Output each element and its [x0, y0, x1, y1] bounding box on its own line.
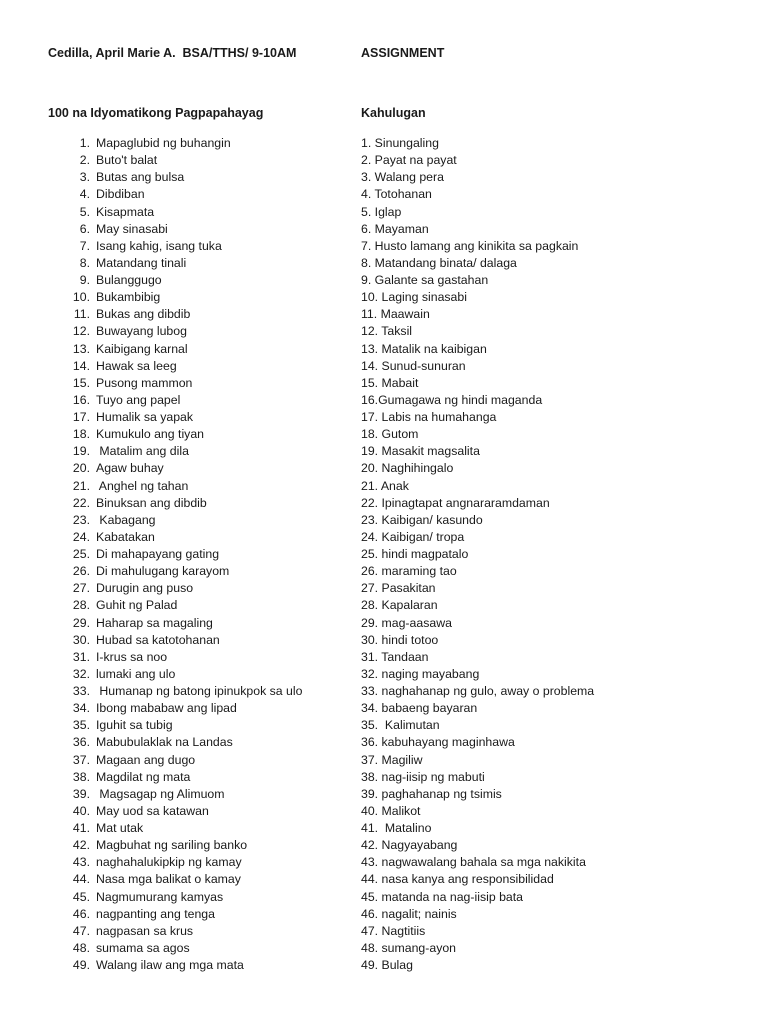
meaning-item: [361, 820, 761, 837]
meaning-item: [361, 700, 761, 717]
meaning-text: 32. naging mayabang: [361, 666, 480, 681]
idiom-number: 40.: [72, 803, 90, 818]
meaning-text: 6. Mayaman: [361, 221, 429, 236]
meaning-text: 10. Laging sinasabi: [361, 290, 467, 305]
idiom-item: [48, 529, 348, 546]
meaning-text: 30. hindi totoo: [361, 632, 439, 647]
idiom-item: [48, 152, 348, 169]
meaning-text: 17. Labis na humahanga: [361, 410, 497, 424]
idiom-text: Kabatakan: [96, 529, 155, 544]
idiom-text: Nagmumurang kamyas: [96, 889, 224, 904]
idiom-number: 35.: [72, 718, 90, 733]
meaning-text: 43. nagwawalang bahala sa mga nakikita: [361, 855, 586, 870]
meaning-item: [361, 135, 761, 152]
meaning-text: 27. Pasakitan: [361, 581, 436, 596]
idiom-text: naghahalukipkip ng kamay: [96, 855, 242, 870]
idiom-text: Ibong mababaw ang lipad: [96, 701, 237, 716]
idiom-text: Di mahulugang karayom: [96, 564, 230, 579]
idiom-text: Hawak sa leeg: [96, 358, 177, 373]
meaning-item: [361, 786, 761, 803]
idiom-text: Magaan ang dugo: [96, 752, 196, 767]
idiom-number: 10.: [72, 290, 90, 305]
idiom-text: Nasa mga balikat o kamay: [96, 872, 241, 887]
meaning-text: 44. nasa kanya ang responsibilidad: [361, 872, 554, 887]
meaning-text: 39. paghahanap ng tsimis: [361, 786, 502, 801]
idiom-item: [48, 615, 348, 632]
idiom-text: Guhit ng Palad: [96, 598, 178, 613]
idiom-item: [48, 700, 348, 717]
student-header: Cedilla, April Marie A. BSA/TTHS/ 9-10AM: [48, 46, 297, 60]
idiom-number: 21.: [72, 478, 90, 493]
meaning-item: [361, 871, 761, 888]
idiom-text: Pusong mammon: [96, 375, 193, 390]
meaning-item: [361, 478, 761, 495]
idiom-text: Magdilat ng mata: [96, 769, 191, 784]
idiom-text: May sinasabi: [96, 221, 168, 236]
meaning-text: 15. Mabait: [361, 375, 419, 390]
meaning-text: 1. Sinungaling: [361, 136, 439, 150]
idiom-number: 16.: [72, 392, 90, 407]
idiom-number: 44.: [72, 872, 90, 887]
meaning-text: 18. Gutom: [361, 427, 419, 442]
idiom-item: [48, 375, 348, 392]
idiom-item: [48, 238, 348, 255]
meaning-item: [361, 889, 761, 906]
idiom-text: Walang ilaw ang mga mata: [96, 958, 244, 972]
meaning-item: [361, 957, 761, 974]
meaning-text: 29. mag-aasawa: [361, 615, 452, 630]
idiom-number: 13.: [72, 341, 90, 356]
idiom-item: [48, 786, 348, 803]
assignment-label: ASSIGNMENT: [361, 46, 445, 60]
idiom-number: 34.: [72, 701, 90, 716]
meaning-text: 19. Masakit magsalita: [361, 444, 480, 459]
idiom-item: [48, 358, 348, 375]
idiom-item: [48, 135, 348, 152]
idiom-item: [48, 495, 348, 512]
idiom-text: Mat utak: [96, 821, 144, 835]
idiom-item: [48, 717, 348, 734]
meaning-text: 38. nag-iisip ng mabuti: [361, 769, 485, 784]
idiom-text: Matandang tinali: [96, 255, 187, 270]
meaning-text: 2. Payat na payat: [361, 153, 457, 168]
idiom-item: [48, 871, 348, 888]
meaning-item: [361, 649, 761, 666]
idiom-item: [48, 854, 348, 871]
meaning-item: [361, 358, 761, 375]
idiom-item: [48, 940, 348, 957]
idiom-text: Agaw buhay: [96, 461, 164, 476]
idiom-number: 28.: [72, 598, 90, 613]
idiom-number: 6.: [79, 221, 90, 236]
idiom-number: 8.: [79, 255, 90, 270]
idiom-number: 49.: [72, 958, 90, 972]
idiom-text: Kumukulo ang tiyan: [96, 427, 205, 442]
idiom-item: [48, 803, 348, 820]
meaning-text: 33. naghahanap ng gulo, away o problema: [361, 684, 595, 698]
idiom-text: Humalik sa yapak: [96, 410, 194, 424]
idiom-item: [48, 546, 348, 563]
idiom-list: [48, 135, 348, 974]
idiom-text: May uod sa katawan: [96, 803, 209, 818]
meaning-item: [361, 186, 761, 203]
idiom-item: [48, 734, 348, 751]
idiom-item: [48, 426, 348, 443]
idiom-item: [48, 409, 348, 426]
idiom-number: 36.: [72, 735, 90, 750]
idiom-number: 30.: [72, 632, 90, 647]
idiom-number: 2.: [79, 153, 90, 168]
meaning-item: [361, 341, 761, 358]
meaning-item: [361, 683, 761, 700]
meaning-text: 5. Iglap: [361, 204, 402, 219]
meaning-item: [361, 323, 761, 340]
idiom-item: [48, 341, 348, 358]
meaning-text: 45. matanda na nag-iisip bata: [361, 889, 524, 904]
idiom-text: nagpasan sa krus: [96, 923, 194, 938]
meaning-text: 20. Naghihingalo: [361, 461, 454, 476]
idiom-item: [48, 597, 348, 614]
idiom-text: Humanap ng batong ipinukpok sa ulo: [96, 684, 303, 698]
meaning-item: [361, 906, 761, 923]
idiom-text: Haharap sa magaling: [96, 615, 213, 630]
idiom-number: 25.: [72, 547, 90, 561]
meaning-item: [361, 375, 761, 392]
meaning-item: [361, 238, 761, 255]
meaning-text: 4. Totohanan: [361, 187, 432, 202]
idiom-text: Tuyo ang papel: [96, 392, 181, 407]
idiom-text: Matalim ang dila: [96, 444, 189, 459]
idiom-item: [48, 392, 348, 409]
idiom-item: [48, 666, 348, 683]
meaning-item: [361, 563, 761, 580]
idiom-text: Magbuhat ng sariling banko: [96, 838, 248, 853]
meaning-text: 34. babaeng bayaran: [361, 701, 478, 716]
meaning-text: 7. Husto lamang ang kinikita sa pagkain: [361, 238, 579, 253]
idiom-text: Iguhit sa tubig: [96, 718, 173, 733]
idiom-item: [48, 272, 348, 289]
meaning-text: 31. Tandaan: [361, 649, 429, 664]
meaning-text: 40. Malikot: [361, 803, 421, 818]
meaning-text: 48. sumang-ayon: [361, 940, 457, 955]
idiom-text: Anghel ng tahan: [96, 478, 189, 493]
meaning-item: [361, 632, 761, 649]
idiom-number: 41.: [72, 821, 90, 835]
idiom-text: Di mahapayang gating: [96, 547, 220, 561]
meaning-item: [361, 272, 761, 289]
idiom-text: Bulanggugo: [96, 273, 162, 287]
meaning-item: [361, 460, 761, 477]
idiom-item: [48, 906, 348, 923]
meaning-text: 14. Sunud-sunuran: [361, 358, 466, 373]
meaning-text: 49. Bulag: [361, 958, 413, 972]
meaning-text: 46. nagalit; nainis: [361, 906, 457, 921]
idiom-text: Magsagap ng Alimuom: [96, 786, 225, 801]
idiom-item: [48, 289, 348, 306]
meaning-item: [361, 854, 761, 871]
meaning-item: [361, 940, 761, 957]
idiom-item: [48, 221, 348, 238]
idiom-number: 32.: [72, 666, 90, 681]
idiom-number: 46.: [72, 906, 90, 921]
idiom-number: 3.: [79, 170, 90, 185]
meaning-text: 41. Matalino: [361, 821, 432, 835]
idiom-number: 1.: [79, 136, 90, 150]
idiom-number: 38.: [72, 769, 90, 784]
idiom-item: [48, 306, 348, 323]
idiom-number: 5.: [79, 204, 90, 219]
meaning-item: [361, 306, 761, 323]
meaning-text: 25. hindi magpatalo: [361, 547, 469, 561]
meaning-item: [361, 426, 761, 443]
meaning-item: [361, 803, 761, 820]
idiom-item: [48, 323, 348, 340]
meaning-text: 23. Kaibigan/ kasundo: [361, 512, 483, 527]
idiom-text: Butas ang bulsa: [96, 170, 185, 185]
idiom-text: Bukas ang dibdib: [96, 307, 191, 322]
meaning-item: [361, 529, 761, 546]
meaning-item: [361, 204, 761, 221]
idiom-number: 19.: [72, 444, 90, 459]
meaning-item: [361, 152, 761, 169]
idiom-item: [48, 563, 348, 580]
meaning-text: 22. Ipinagtapat angnararamdaman: [361, 495, 550, 510]
idiom-item: [48, 649, 348, 666]
idiom-number: 27.: [72, 581, 90, 596]
meaning-item: [361, 392, 761, 409]
idiom-item: [48, 632, 348, 649]
idiom-text: Binuksan ang dibdib: [96, 495, 207, 510]
meaning-text: 3. Walang pera: [361, 170, 444, 185]
meaning-item: [361, 923, 761, 940]
idiom-item: [48, 769, 348, 786]
idiom-item: [48, 820, 348, 837]
meaning-item: [361, 221, 761, 238]
meaning-item: [361, 169, 761, 186]
idiom-number: 7.: [79, 238, 90, 253]
idiom-number: 11.: [73, 307, 90, 322]
meaning-text: 12. Taksil: [361, 324, 413, 339]
meaning-text: 16.Gumagawa ng hindi maganda: [361, 392, 543, 407]
idiom-number: 29.: [72, 615, 90, 630]
idiom-text: Dibdiban: [96, 187, 145, 202]
meaning-text: 36. kabuhayang maginhawa: [361, 735, 515, 750]
idiom-number: 37.: [72, 752, 90, 767]
idiom-text: Mapaglubid ng buhangin: [96, 136, 231, 150]
idiom-text: Durugin ang puso: [96, 581, 194, 596]
meaning-text: 35. Kalimutan: [361, 718, 440, 733]
idiom-number: 45.: [72, 889, 90, 904]
meaning-text: 26. maraming tao: [361, 564, 457, 579]
idiom-number: 39.: [72, 786, 90, 801]
idiom-number: 12.: [72, 324, 90, 339]
idiom-item: [48, 443, 348, 460]
idiom-text: Mabubulaklak na Landas: [96, 735, 233, 750]
idiom-number: 24.: [72, 529, 90, 544]
idiom-number: 48.: [72, 940, 90, 955]
idiom-number: 20.: [72, 461, 90, 476]
meaning-item: [361, 717, 761, 734]
meaning-item: [361, 769, 761, 786]
meaning-item: [361, 512, 761, 529]
meaning-text: 47. Nagtitiis: [361, 923, 426, 938]
meaning-item: [361, 580, 761, 597]
idiom-item: [48, 580, 348, 597]
idiom-text: lumaki ang ulo: [96, 666, 176, 681]
idiom-text: Buwayang lubog: [96, 324, 187, 339]
idiom-number: 31.: [72, 649, 90, 664]
meaning-text: 21. Anak: [361, 478, 409, 493]
idiom-number: 43.: [72, 855, 90, 870]
idioms-column-title: 100 na Idyomatikong Pagpapahayag: [48, 106, 264, 120]
idiom-text: Kabagang: [96, 512, 156, 527]
idiom-number: 18.: [72, 427, 90, 442]
meaning-text: 13. Matalik na kaibigan: [361, 341, 487, 356]
idiom-item: [48, 957, 348, 974]
idiom-number: 14.: [72, 358, 90, 373]
idiom-item: [48, 186, 348, 203]
idiom-item: [48, 683, 348, 700]
idiom-text: sumama sa agos: [96, 940, 190, 955]
idiom-number: 26.: [72, 564, 90, 579]
idiom-item: [48, 837, 348, 854]
meaning-text: 8. Matandang binata/ dalaga: [361, 255, 517, 270]
idiom-text: Hubad sa katotohanan: [96, 632, 220, 647]
meaning-item: [361, 615, 761, 632]
meaning-text: 42. Nagyayabang: [361, 838, 458, 853]
meaning-item: [361, 495, 761, 512]
idiom-number: 17.: [72, 410, 90, 424]
meaning-text: 24. Kaibigan/ tropa: [361, 529, 465, 544]
meaning-item: [361, 734, 761, 751]
meaning-text: 9. Galante sa gastahan: [361, 273, 489, 287]
idiom-number: 23.: [72, 512, 90, 527]
idiom-item: [48, 169, 348, 186]
meaning-item: [361, 597, 761, 614]
idiom-item: [48, 512, 348, 529]
meaning-item: [361, 546, 761, 563]
idiom-number: 9.: [79, 273, 90, 287]
idiom-text: Kisapmata: [96, 204, 155, 219]
idiom-item: [48, 889, 348, 906]
idiom-text: I-krus sa noo: [96, 649, 168, 664]
idiom-item: [48, 460, 348, 477]
idiom-number: 47.: [72, 923, 90, 938]
meaning-item: [361, 837, 761, 854]
meaning-item: [361, 255, 761, 272]
meaning-text: 28. Kapalaran: [361, 598, 438, 613]
meanings-column-title: Kahulugan: [361, 106, 426, 120]
idiom-number: 15.: [72, 375, 90, 390]
idiom-item: [48, 204, 348, 221]
idiom-number: 33.: [72, 684, 90, 698]
idiom-item: [48, 478, 348, 495]
idiom-text: nagpanting ang tenga: [96, 906, 215, 921]
meaning-item: [361, 752, 761, 769]
idiom-number: 4.: [79, 187, 90, 202]
meaning-list: [361, 135, 761, 974]
meaning-item: [361, 409, 761, 426]
idiom-item: [48, 752, 348, 769]
idiom-text: Kaibigang karnal: [96, 341, 188, 356]
idiom-text: Buto't balat: [96, 153, 158, 168]
idiom-item: [48, 255, 348, 272]
idiom-text: Isang kahig, isang tuka: [96, 238, 222, 253]
idiom-text: Bukambibig: [96, 290, 161, 305]
idiom-number: 42.: [72, 838, 90, 853]
meaning-text: 11. Maawain: [361, 307, 430, 322]
meaning-text: 37. Magiliw: [361, 752, 423, 767]
meaning-item: [361, 443, 761, 460]
idiom-item: [48, 923, 348, 940]
meaning-item: [361, 666, 761, 683]
idiom-number: 22.: [72, 495, 90, 510]
meaning-item: [361, 289, 761, 306]
